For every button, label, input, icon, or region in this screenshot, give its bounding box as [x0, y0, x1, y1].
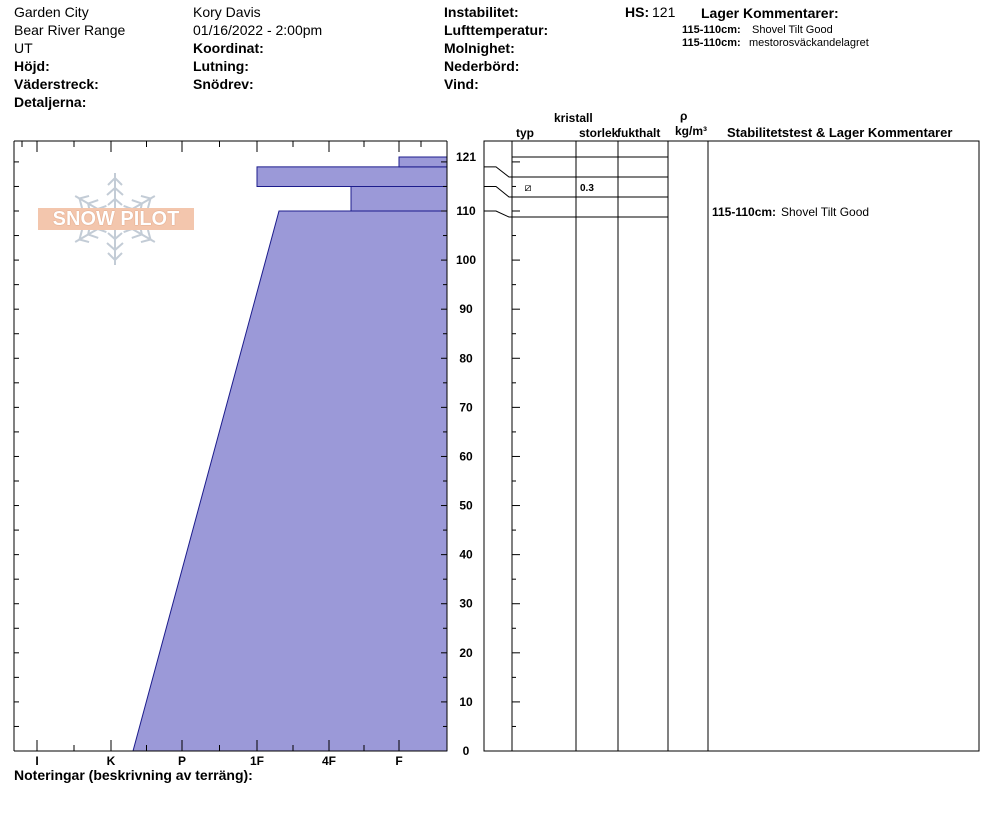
depth-tick-label: 90 — [459, 302, 473, 317]
column-type: typ — [516, 126, 534, 140]
grain-size: 0.3 — [580, 183, 594, 194]
depth-tick-label: 121 — [455, 150, 477, 164]
layer-comment-range: 115-110cm: — [682, 37, 741, 49]
hs-label: HS: — [625, 4, 650, 20]
depth-tick-label: 0 — [462, 744, 470, 758]
depth-tick-label: 50 — [459, 498, 473, 513]
depth-tick-label: 20 — [459, 645, 473, 660]
drift-label: Snödrev: — [193, 76, 254, 92]
mountain-range: Bear River Range — [14, 22, 126, 38]
notes-label: Noteringar (beskrivning av terräng): — [14, 767, 253, 783]
depth-tick-label: 110 — [456, 204, 476, 218]
stability-test-range: 115-110cm: — [712, 205, 777, 219]
column-crystal: kristall — [554, 111, 593, 125]
column-stability: Stabilitetstest & Lager Kommentarer — [727, 125, 953, 140]
elevation-label: Höjd: — [14, 58, 50, 74]
logo-text: SNOW PILOT — [38, 208, 194, 230]
depth-tick-label: 40 — [459, 547, 473, 562]
cloud-cover-label: Molnighet: — [444, 40, 515, 56]
column-size: storlek — [579, 126, 619, 140]
air-temperature-label: Lufttemperatur: — [444, 22, 549, 38]
layer-comments-title: Lager Kommentarer: — [701, 5, 839, 21]
depth-tick-label: 30 — [459, 596, 473, 611]
instability-label: Instabilitet: — [444, 4, 519, 20]
precipitation-label: Nederbörd: — [444, 58, 520, 74]
state: UT — [14, 40, 33, 56]
layer-connector — [484, 167, 512, 177]
hardness-layer — [257, 167, 447, 187]
hardness-tick-label: 4F — [321, 754, 337, 768]
grain-type-symbol: ⧄ — [524, 181, 532, 194]
column-rho: ρ — [680, 109, 688, 123]
hardness-tick-label: I — [35, 754, 39, 768]
date-time: 01/16/2022 - 2:00pm — [193, 22, 323, 38]
layer-connector — [484, 186, 512, 197]
layer-connector — [484, 211, 512, 217]
column-moisture: fukthalt — [617, 126, 661, 140]
hardness-tick-label: F — [395, 754, 403, 768]
layer-comment-range: 115-110cm: — [682, 24, 741, 36]
hardness-tick-label: K — [106, 754, 116, 768]
hardness-layer — [133, 211, 447, 751]
column-density-unit: kg/m³ — [675, 124, 708, 138]
stability-test-text: Shovel Tilt Good — [781, 205, 870, 219]
hardness-tick-label: 1F — [249, 754, 265, 768]
depth-tick-label: 80 — [459, 351, 473, 366]
depth-tick-label: 10 — [459, 694, 473, 709]
aspect-label: Väderstreck: — [14, 76, 99, 92]
coordinate-label: Koordinat: — [193, 40, 264, 56]
observer: Kory Davis — [193, 4, 261, 20]
hardness-layer — [399, 157, 447, 167]
hardness-layer — [351, 186, 447, 211]
wind-label: Vind: — [444, 76, 479, 92]
layer-table-frame — [484, 141, 979, 751]
depth-tick-label: 60 — [459, 449, 473, 464]
location: Garden City — [14, 4, 89, 20]
depth-tick-label: 100 — [455, 253, 477, 268]
depth-tick-label: 70 — [459, 400, 473, 415]
layer-comment-text: mestorosväckandelagret — [749, 37, 869, 49]
layer-comment-text: Shovel Tilt Good — [752, 24, 833, 36]
details-label: Detaljerna: — [14, 94, 87, 110]
hs-value: 121 — [652, 4, 676, 20]
hardness-tick-label: P — [177, 754, 187, 768]
slope-label: Lutning: — [193, 58, 249, 74]
